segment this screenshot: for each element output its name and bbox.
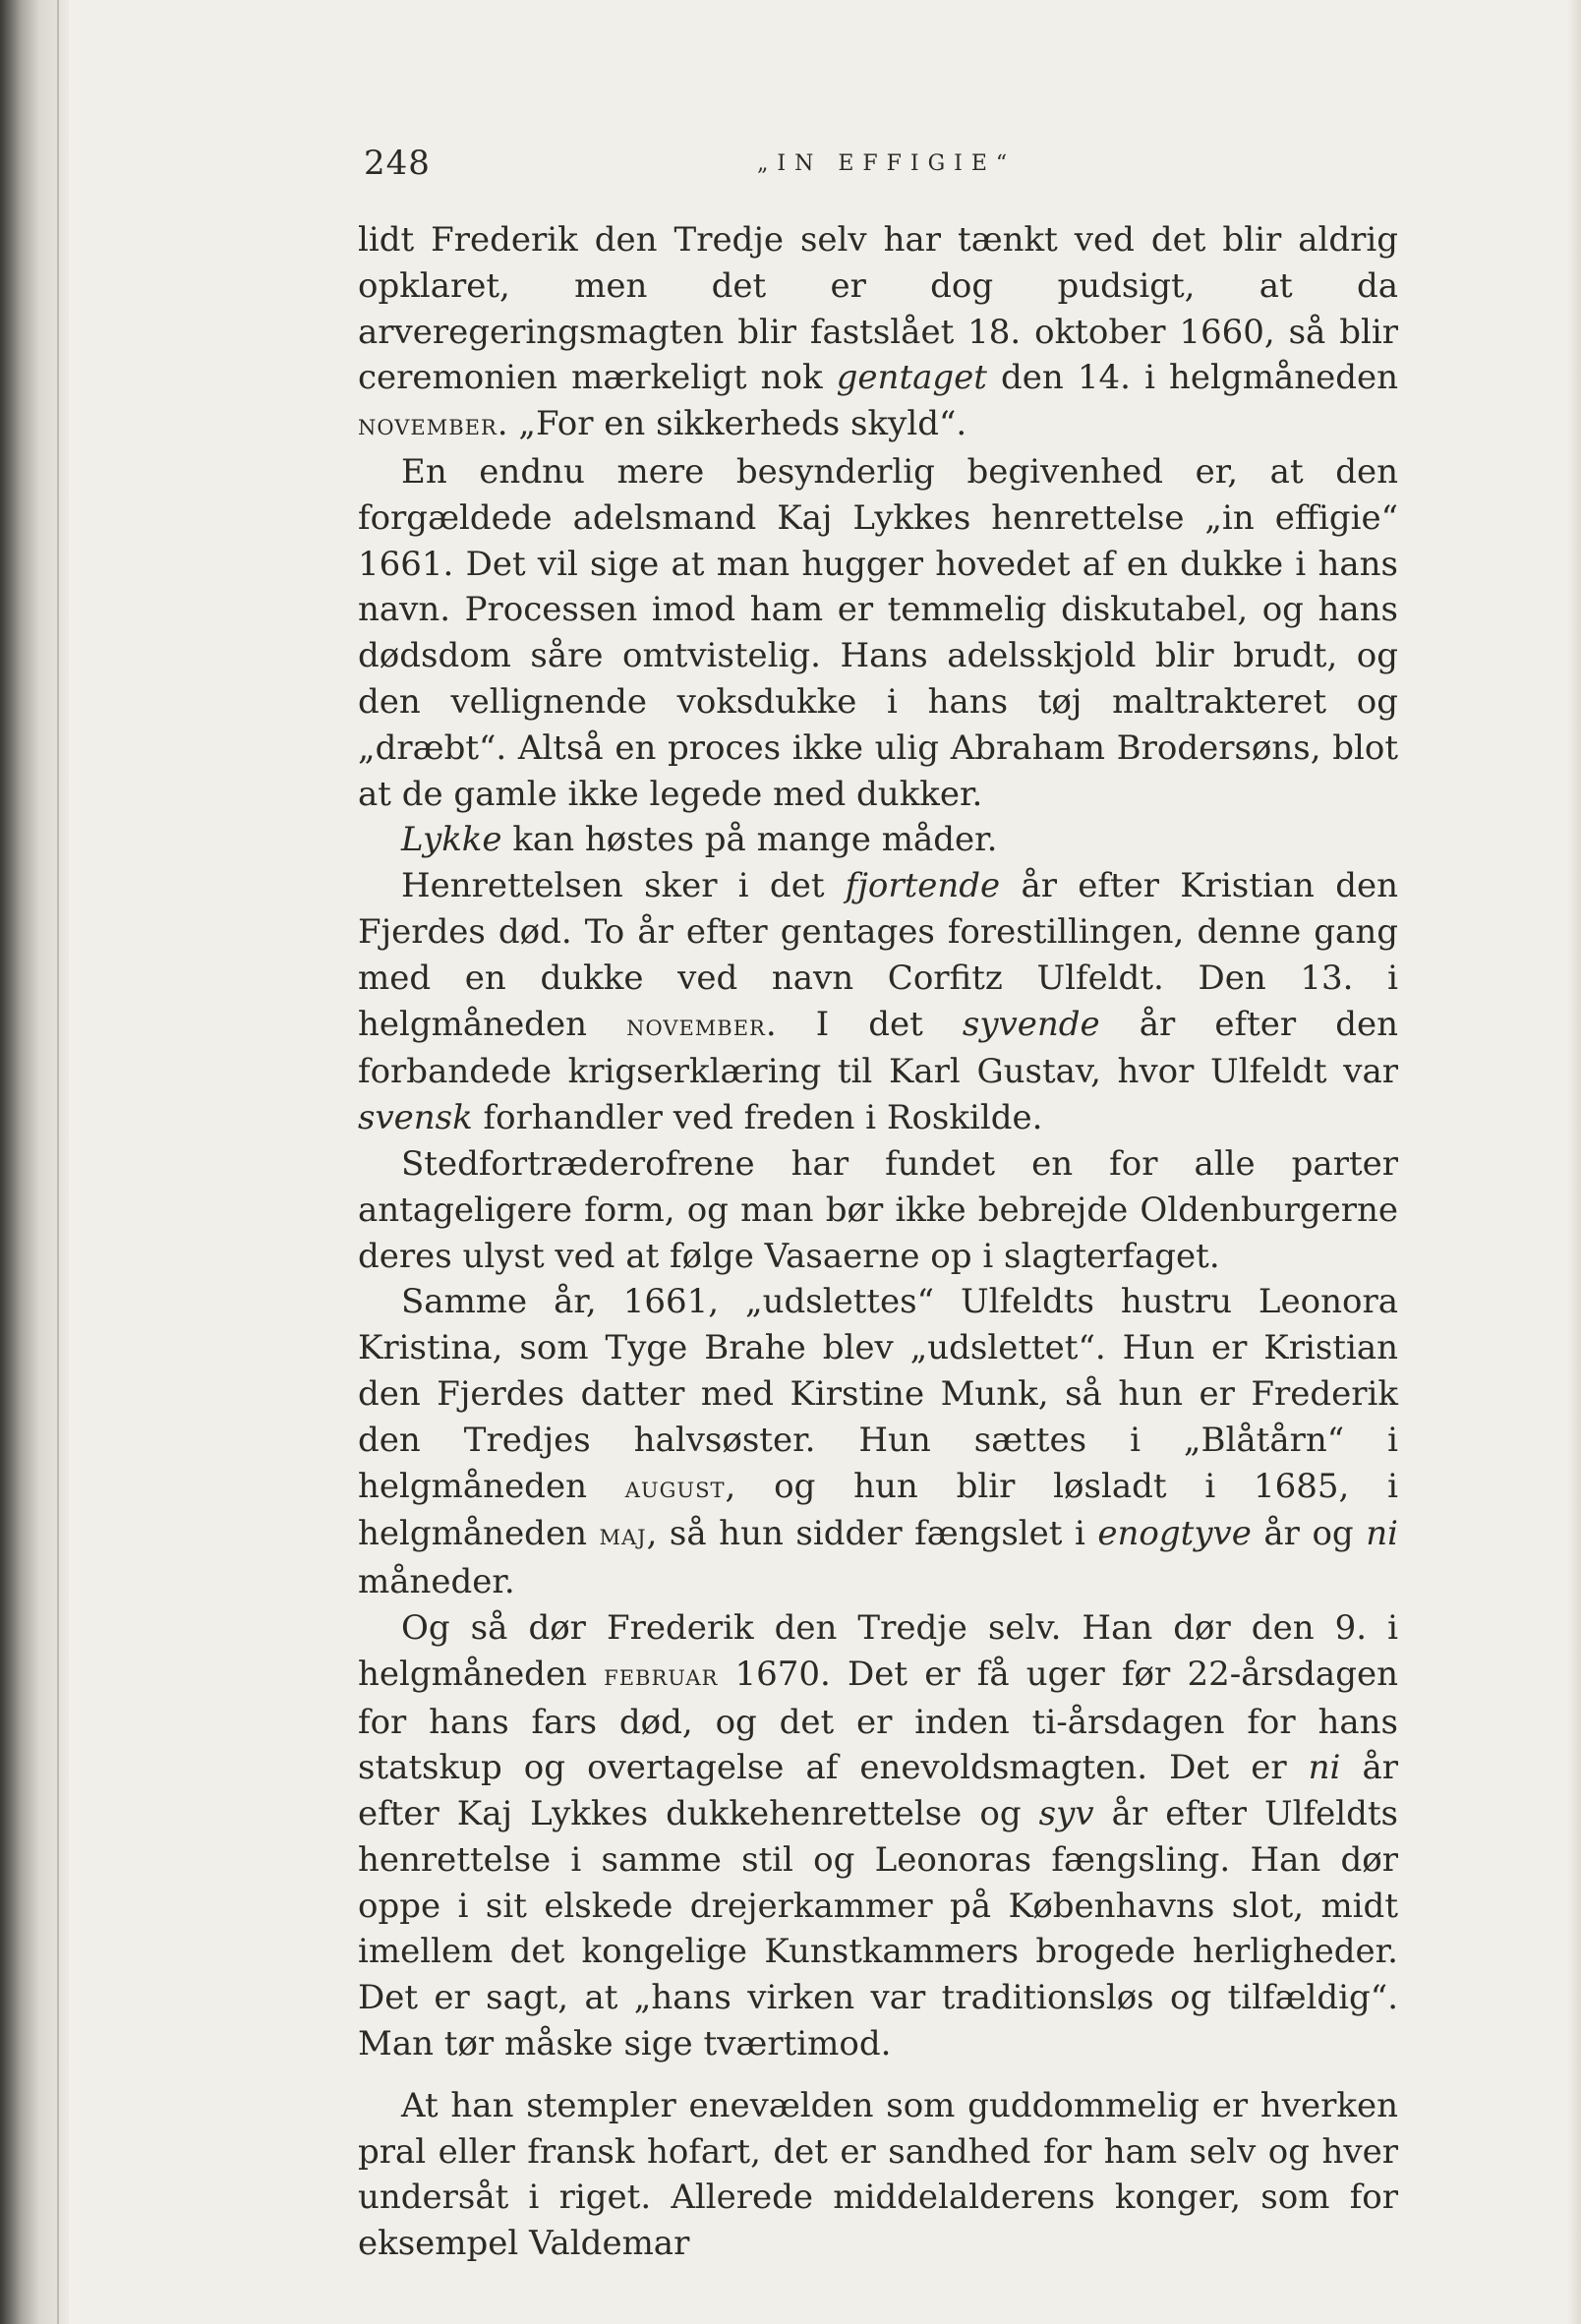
small-caps-month: maj [599,1518,647,1553]
text-run: kan høstes på mange måder. [501,820,998,860]
text-run: den 14. i helgmåneden [986,358,1399,398]
text-run: 1670. Det er få uger før 22-årsdagen for hans fars død, og det er inden ti-årsdagen for hans statskup og overtagelse af enevoldsmagten. Det er [358,1654,1398,1788]
page-edge-shadow [1567,0,1581,2324]
small-caps-month: februar [604,1657,719,1693]
small-caps-month: august [624,1470,726,1505]
paragraph [358,1605,1398,2067]
paragraph [358,2083,1398,2267]
text-run: forhandler ved freden i Roskilde. [472,1098,1043,1138]
text-run: måneder. [358,1562,515,1602]
italic-text: Lykke [401,820,502,860]
paragraph [358,449,1398,817]
text-run: Og så dør Frederik den Tredje selv. Han dør den 9. i helgmåneden [358,1607,1398,1694]
text-run: år efter Ulfeldts henrettelse i samme stil og Leonoras fængsling. Han dør oppe i sit elskede drejerkammer på Københavns slot, midt imellem det kongelige Kunstkammers brogede herligheder. Det er sagt, at „hans virken var traditionsløs og tilfældig“. Man tør måske sige tværtimod. [358,1794,1399,2064]
text-run: En endnu mere besynderlig begivenhed er, at den forgældede adelsmand Kaj Lykkes henrettelse „in effigie“ 1661. Det vil sige at man hugger hovedet af en dukke i hans navn. Processen imod ham er temmelig diskutabel, og hans dødsdom såre omtvistelig. Hans adelsskjold blir brudt, og den vellignende voksdukke i hans tøj maltrakteret og „dræbt“. Altså en proces ikke ulig Abraham Brodersøns, blot at de gamle ikke legede med dukker. [358,451,1398,814]
text-run: år efter den forbandede krigserklæring til Karl Gustav, hvor Ulfeldt var [358,1004,1398,1092]
text-run: At han stempler enevælden som guddommelig er hverken pral eller fransk hofart, det er sandhed for ham selv og hver undersåt i riget. Allerede middelalderens konger, som for eksempel Valdemar [358,2085,1398,2264]
text-run: . I det [765,1004,963,1044]
text-run: Samme år, 1661, „udslettes“ Ulfeldts hustru Leonora Kristina, som Tyge Brahe blev „udslettet“. Hun er Kristian den Fjerdes datter med Kirstine Munk, så hun er Frederik den Tredjes halvsøster. Hun sættes i „Blåtårn“ i helgmåneden [358,1282,1398,1506]
paragraph [358,863,1398,1141]
page-fold-line [57,0,59,2324]
page-number: 248 [364,144,431,183]
italic-text: ni [1308,1748,1341,1788]
text-run: år og [1251,1514,1367,1554]
paragraph [358,1279,1398,1605]
running-head: „IN EFFIGIE“ [757,151,1017,176]
page-header [364,144,1396,191]
small-caps-month: november [358,408,498,443]
text-run: år efter Kristian den Fjerdes død. To år efter gentages forestillingen, denne gang med en dukke ved navn Corfitz Ulfeldt. Den 13. i helgmåneden [358,866,1398,1044]
text-run: Stedfortræderofrene har fundet en for alle parter antageligere form, og man bør ikke bebrejde Oldenburgerne deres ulyst ved at følge Vasaerne op i slagterfaget. [358,1143,1398,1276]
italic-text: gentaget [836,358,987,398]
text-run: . „For en sikkerheds skyld“. [497,404,967,444]
italic-text: syv [1038,1794,1094,1834]
paragraph [358,1141,1398,1279]
italic-text: syvende [962,1004,1100,1044]
text-run: , så hun sidder fængslet i [646,1514,1098,1554]
italic-text: ni [1366,1514,1398,1554]
body-text [358,217,1398,2267]
text-run: år efter Kaj Lykkes dukkehenrettelse og [358,1748,1398,1834]
paragraph [358,217,1398,449]
italic-text: svensk [358,1098,473,1138]
italic-text: enogtyve [1097,1514,1252,1554]
text-run: lidt Frederik den Tredje selv har tænkt ved det blir aldrig opklaret, men det er dog pudsigt, at da arveregeringsmagten blir fastslået 18. oktober 1660, så blir ceremonien mærkeligt nok [358,220,1398,398]
paragraph [358,817,1398,863]
small-caps-month: november [626,1008,766,1043]
italic-text: fjortende [845,866,1001,906]
text-run: Henrettelsen sker i det [401,866,846,906]
text-run: , og hun blir løsladt i 1685, i helgmåneden [358,1466,1398,1554]
